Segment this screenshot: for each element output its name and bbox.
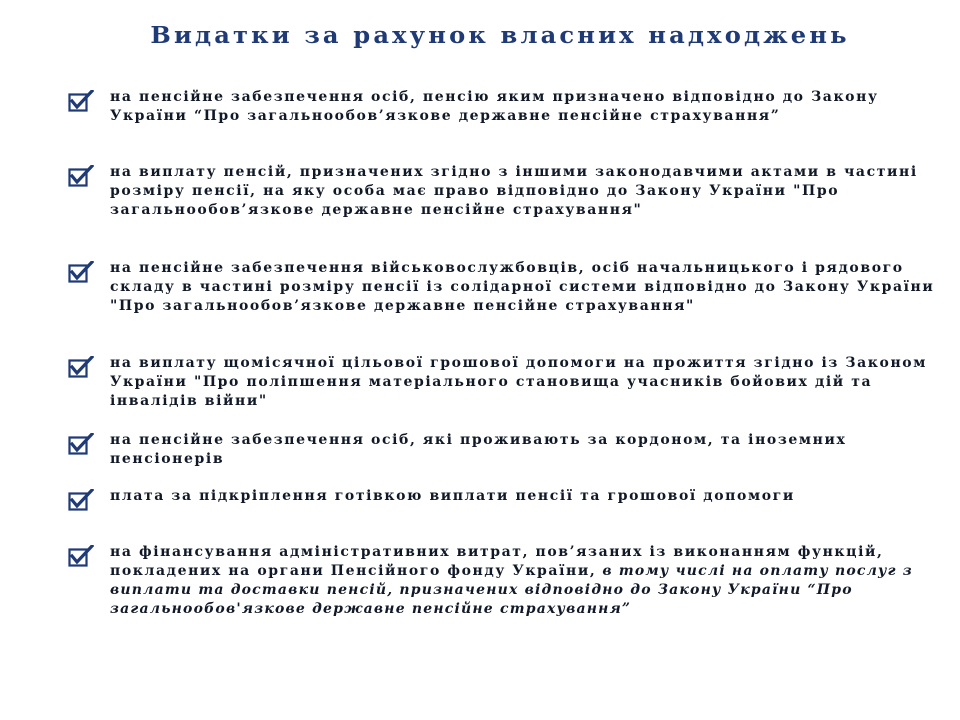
checkbox-checked-icon bbox=[68, 433, 94, 455]
list-item-text: на виплату пенсій, призначених згідно з іншими законодавчими актами в частині розміру пенсії, на яку особа має право відповідно до Закону України "Про загальнообов’язкове державне пенсійне страхування" bbox=[110, 164, 918, 218]
checkbox-checked-icon bbox=[68, 545, 94, 567]
checkbox-checked-icon bbox=[68, 356, 94, 378]
list-item-text: на пенсійне забезпечення військовослужбовців, осіб начальницького і рядового складу в частині розміру пенсії із солідарної системи відповідно до Закону України "Про загальнообов’язкове державне пенсійне страхування" bbox=[110, 260, 935, 314]
checkbox-checked-icon bbox=[68, 165, 94, 187]
checkbox-checked-icon bbox=[68, 489, 94, 511]
page-title: Видатки за рахунок власних надходжень bbox=[150, 22, 850, 49]
list-item-text bbox=[110, 543, 940, 619]
list-item-text: плата за підкріплення готівкою виплати пенсії та грошової допомоги bbox=[110, 488, 795, 504]
list-item-text-bold: на фінансування адміністративних витрат, пов’язаних із виконанням функцій, покладених на органи Пенсійного фонду України, bbox=[110, 544, 884, 579]
list-item-text: на пенсійне забезпечення осіб, які проживають за кордоном, та іноземних пенсіонерів bbox=[110, 432, 847, 467]
list-item-text: на виплату щомісячної цільової грошової допомоги на прожиття згідно із Законом України "Про поліпшення матеріального становища учасників бойових дій та інвалідів війни" bbox=[110, 355, 927, 409]
list-item-text-italic: в тому числі на оплату послуг з виплати та доставки пенсій, призначених відповідно до Закону України “Про загальнообов'язкове державне пенсійне страхування” bbox=[110, 563, 913, 617]
list-item-text: на пенсійне забезпечення осіб, пенсію яким призначено відповідно до Закону України “Про загальнообов’язкове державне пенсійне страхування” bbox=[110, 89, 879, 124]
checkbox-checked-icon bbox=[68, 261, 94, 283]
checkbox-checked-icon bbox=[68, 90, 94, 112]
